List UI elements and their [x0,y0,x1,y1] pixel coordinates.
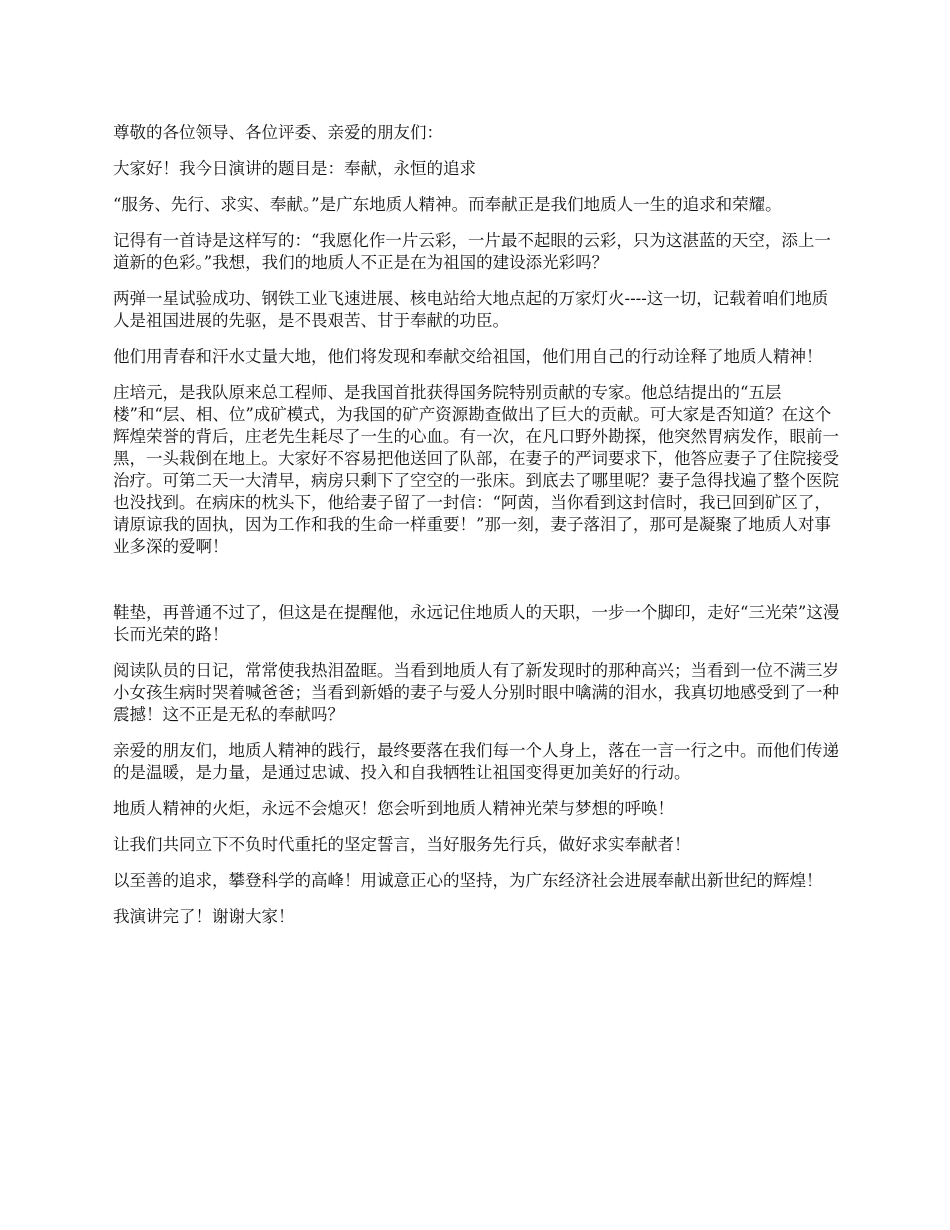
body-paragraph: 他们用青春和汗水丈量大地，他们将发现和奉献交给祖国，他们用自己的行动诠释了地质人精神！ [113,347,823,366]
body-paragraph: 以至善的追求，攀登科学的高峰！用诚意正心的坚持，为广东经济社会进展奉献出新世纪的辉煌！ [113,871,823,890]
body-paragraph: 地质人精神的火炬，永远不会熄灭！您会听到地质人精神光荣与梦想的呼唤！ [113,799,674,818]
speech-document [113,122,841,942]
body-paragraph: 庄培元，是我队原来总工程师、是我国首批获得国务院特别贡献的专家。他总结提出的“五层楼”和“层、相、位”成矿模式，为我国的矿产资源勘查做出了巨大的贡献。可大家是否知道？在这个辉煌荣誉的背后，庄老先生耗尽了一生的心血。有一次，在凡口野外勘探，他突然胃病发作，眼前一黑，一头栽倒在地上。大家好不容易把他送回了队部，在妻子的严词要求下，他答应妻子了住院接受治疗。可第二天一大清早，病房只剩下了空空的一张床。到底去了哪里呢？妻子急得找遍了整个医院也没找到。在病床的枕头下，他给妻子留了一封信：“阿茵，当你看到这封信时，我已回到矿区了，请原谅我的固执，因为工作和我的生命一样重要！”那一刻，妻子落泪了，那可是凝聚了地质人对事业多深的爱啊！ [113,383,839,556]
closing-paragraph: 我演讲完了！谢谢大家！ [113,907,295,926]
section-spacer [113,572,841,602]
body-paragraph: 鞋垫，再普通不过了，但这是在提醒他，永远记住地质人的天职，一步一个脚印，走好“三光荣”这漫长而光荣的路！ [113,603,840,644]
body-paragraph: 让我们共同立下不负时代重托的坚定誓言，当好服务先行兵，做好求实奉献者！ [113,835,691,854]
body-paragraph: 两弹一星试验成功、钢铁工业飞速进展、核电站给大地点起的万家灯火----这一切，记载着咱们地质人是祖国进展的先驱，是不畏艰苦、甘于奉献的功臣。 [113,289,829,330]
body-paragraph: 阅读队员的日记，常常使我热泪盈眶。当看到地质人有了新发现时的那种高兴；当看到一位不满三岁小女孩生病时哭着喊爸爸；当看到新婚的妻子与爱人分别时眼中噙满的泪水，我真切地感受到了一种震撼！这不正是无私的奉献吗？ [113,661,839,724]
body-paragraph: 亲爱的朋友们，地质人精神的践行，最终要落在我们每一个人身上，落在一言一行之中。而他们传递的是温暖，是力量，是通过忠诚、投入和自我牺牲让祖国变得更加美好的行动。 [113,741,839,782]
topic-paragraph: 大家好！我今日演讲的题目是：奉献，永恒的追求 [113,159,476,178]
body-paragraph: 记得有一首诗是这样写的：“我愿化作一片云彩，一片最不起眼的云彩，只为这湛蓝的天空，添上一道新的色彩。”我想，我们的地质人不正是在为祖国的建设添光彩吗？ [113,231,831,272]
greeting-paragraph: 尊敬的各位领导、各位评委、亲爱的朋友们： [113,123,443,142]
body-paragraph: “服务、先行、求实、奉献。”是广东地质人精神。而奉献正是我们地质人一生的追求和荣耀。 [113,195,782,214]
